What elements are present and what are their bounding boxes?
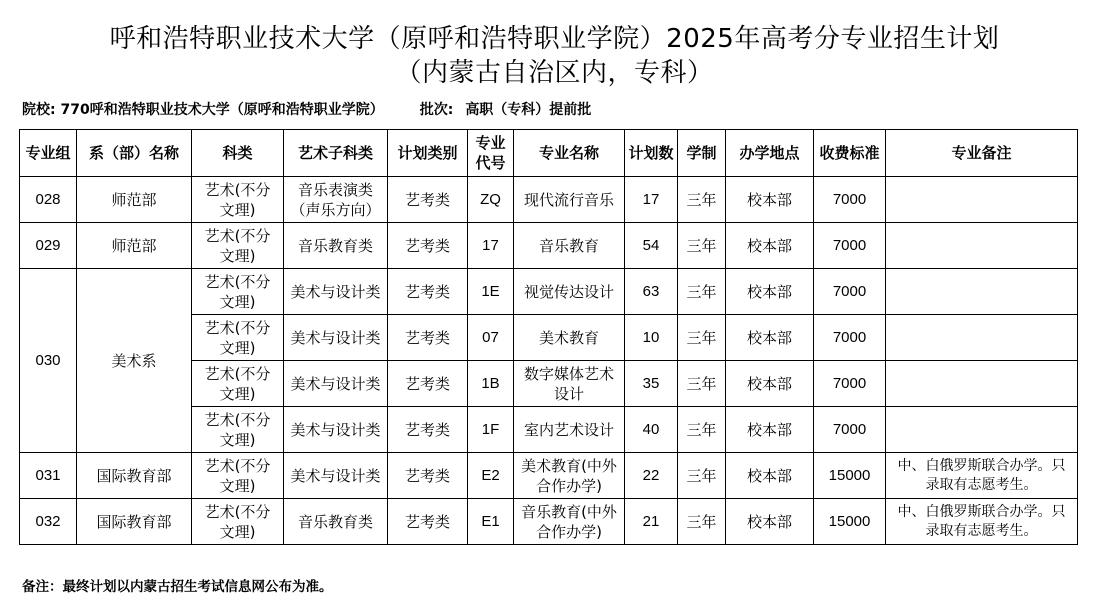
cell-plan-type: 艺考类 — [388, 223, 468, 269]
cell-location: 校本部 — [726, 315, 814, 361]
cell-notes — [886, 223, 1078, 269]
cell-art-subcategory: 美术与设计类 — [284, 453, 388, 499]
cell-category: 艺术(不分文理) — [192, 269, 284, 315]
cell-location: 校本部 — [726, 177, 814, 223]
header-years: 学制 — [678, 130, 726, 177]
cell-plan-type: 艺考类 — [388, 407, 468, 453]
cell-fee: 7000 — [814, 269, 886, 315]
cell-art-subcategory: 美术与设计类 — [284, 315, 388, 361]
cell-category: 艺术(不分文理) — [192, 223, 284, 269]
cell-major-name: 美术教育(中外合作办学) — [514, 453, 625, 499]
cell-major-code: 07 — [468, 315, 514, 361]
footer-note: 备注：最终计划以内蒙古招生考试信息网公布为准。 — [22, 579, 333, 595]
cell-plan-count: 17 — [625, 177, 678, 223]
cell-major-code: 1E — [468, 269, 514, 315]
cell-major-name: 美术教育 — [514, 315, 625, 361]
table-row — [20, 453, 1078, 499]
cell-plan-type: 艺考类 — [388, 499, 468, 545]
cell-fee: 7000 — [814, 177, 886, 223]
cell-art-subcategory: 音乐表演类（声乐方向） — [284, 177, 388, 223]
cell-major-name: 音乐教育(中外合作办学) — [514, 499, 625, 545]
cell-plan-type: 艺考类 — [388, 269, 468, 315]
cell-notes — [886, 269, 1078, 315]
cell-location: 校本部 — [726, 453, 814, 499]
cell-dept: 师范部 — [77, 177, 192, 223]
school-batch-line — [22, 99, 591, 119]
cell-dept: 师范部 — [77, 223, 192, 269]
cell-category: 艺术(不分文理) — [192, 499, 284, 545]
cell-art-subcategory: 美术与设计类 — [284, 361, 388, 407]
cell-years: 三年 — [678, 361, 726, 407]
cell-category: 艺术(不分文理) — [192, 315, 284, 361]
cell-major-name: 现代流行音乐 — [514, 177, 625, 223]
school-label: 院校: 770呼和浩特职业技术大学（原呼和浩特职业学院） — [22, 102, 384, 118]
cell-location: 校本部 — [726, 407, 814, 453]
cell-major-code: 1B — [468, 361, 514, 407]
cell-notes — [886, 361, 1078, 407]
cell-notes: 中、白俄罗斯联合办学。只录取有志愿考生。 — [886, 453, 1078, 499]
cell-plan-type: 艺考类 — [388, 361, 468, 407]
cell-notes — [886, 407, 1078, 453]
cell-fee: 7000 — [814, 407, 886, 453]
cell-dept: 国际教育部 — [77, 453, 192, 499]
cell-years: 三年 — [678, 407, 726, 453]
cell-major-code: ZQ — [468, 177, 514, 223]
cell-fee: 7000 — [814, 223, 886, 269]
cell-location: 校本部 — [726, 223, 814, 269]
cell-category: 艺术(不分文理) — [192, 177, 284, 223]
cell-plan-count: 54 — [625, 223, 678, 269]
header-plan-count: 计划数 — [625, 130, 678, 177]
cell-years: 三年 — [678, 499, 726, 545]
cell-years: 三年 — [678, 453, 726, 499]
cell-plan-type: 艺考类 — [388, 177, 468, 223]
cell-art-subcategory: 音乐教育类 — [284, 223, 388, 269]
header-art-subcategory: 艺术子科类 — [284, 130, 388, 177]
header-notes: 专业备注 — [886, 130, 1078, 177]
header-row — [20, 130, 1078, 177]
cell-group: 031 — [20, 453, 77, 499]
cell-location: 校本部 — [726, 499, 814, 545]
cell-major-code: 1F — [468, 407, 514, 453]
cell-years: 三年 — [678, 315, 726, 361]
cell-plan-count: 10 — [625, 315, 678, 361]
cell-category: 艺术(不分文理) — [192, 453, 284, 499]
cell-art-subcategory: 美术与设计类 — [284, 407, 388, 453]
cell-group: 028 — [20, 177, 77, 223]
table-row — [20, 499, 1078, 545]
cell-category: 艺术(不分文理) — [192, 361, 284, 407]
batch-value: 高职（专科）提前批 — [465, 102, 592, 118]
cell-group: 029 — [20, 223, 77, 269]
table-row — [20, 223, 1078, 269]
cell-notes — [886, 177, 1078, 223]
cell-plan-count: 21 — [625, 499, 678, 545]
header-dept: 系（部）名称 — [77, 130, 192, 177]
cell-fee: 7000 — [814, 361, 886, 407]
cell-major-code: E1 — [468, 499, 514, 545]
cell-fee: 15000 — [814, 499, 886, 545]
cell-plan-type: 艺考类 — [388, 453, 468, 499]
header-major-name: 专业名称 — [514, 130, 625, 177]
cell-dept: 国际教育部 — [77, 499, 192, 545]
cell-art-subcategory: 音乐教育类 — [284, 499, 388, 545]
cell-group: 032 — [20, 499, 77, 545]
document-title: 呼和浩特职业技术大学（原呼和浩特职业学院）2025年高考分专业招生计划 — [109, 24, 1000, 54]
cell-major-name: 视觉传达设计 — [514, 269, 625, 315]
cell-notes: 中、白俄罗斯联合办学。只录取有志愿考生。 — [886, 499, 1078, 545]
cell-major-name: 音乐教育 — [514, 223, 625, 269]
cell-category: 艺术(不分文理) — [192, 407, 284, 453]
cell-plan-count: 40 — [625, 407, 678, 453]
cell-group: 030 — [20, 269, 77, 453]
cell-plan-count: 35 — [625, 361, 678, 407]
cell-location: 校本部 — [726, 269, 814, 315]
table-row — [20, 269, 1078, 315]
enrollment-plan-table — [19, 129, 1078, 545]
header-group: 专业组 — [20, 130, 77, 177]
header-location: 办学地点 — [726, 130, 814, 177]
cell-plan-count: 63 — [625, 269, 678, 315]
cell-major-code: 17 — [468, 223, 514, 269]
header-fee: 收费标准 — [814, 130, 886, 177]
header-plan-type: 计划类别 — [388, 130, 468, 177]
cell-years: 三年 — [678, 177, 726, 223]
cell-years: 三年 — [678, 223, 726, 269]
cell-major-code: E2 — [468, 453, 514, 499]
batch-label: 批次: — [419, 102, 454, 118]
cell-fee: 15000 — [814, 453, 886, 499]
cell-fee: 7000 — [814, 315, 886, 361]
cell-notes — [886, 315, 1078, 361]
cell-plan-type: 艺考类 — [388, 315, 468, 361]
cell-dept: 美术系 — [77, 269, 192, 453]
table-row — [20, 177, 1078, 223]
cell-years: 三年 — [678, 269, 726, 315]
cell-art-subcategory: 美术与设计类 — [284, 269, 388, 315]
cell-location: 校本部 — [726, 361, 814, 407]
cell-major-name: 室内艺术设计 — [514, 407, 625, 453]
cell-major-name: 数字媒体艺术设计 — [514, 361, 625, 407]
header-category: 科类 — [192, 130, 284, 177]
cell-plan-count: 22 — [625, 453, 678, 499]
document-subtitle: （内蒙古自治区内，专科） — [395, 58, 714, 88]
header-major-code: 专业代号 — [468, 130, 514, 177]
